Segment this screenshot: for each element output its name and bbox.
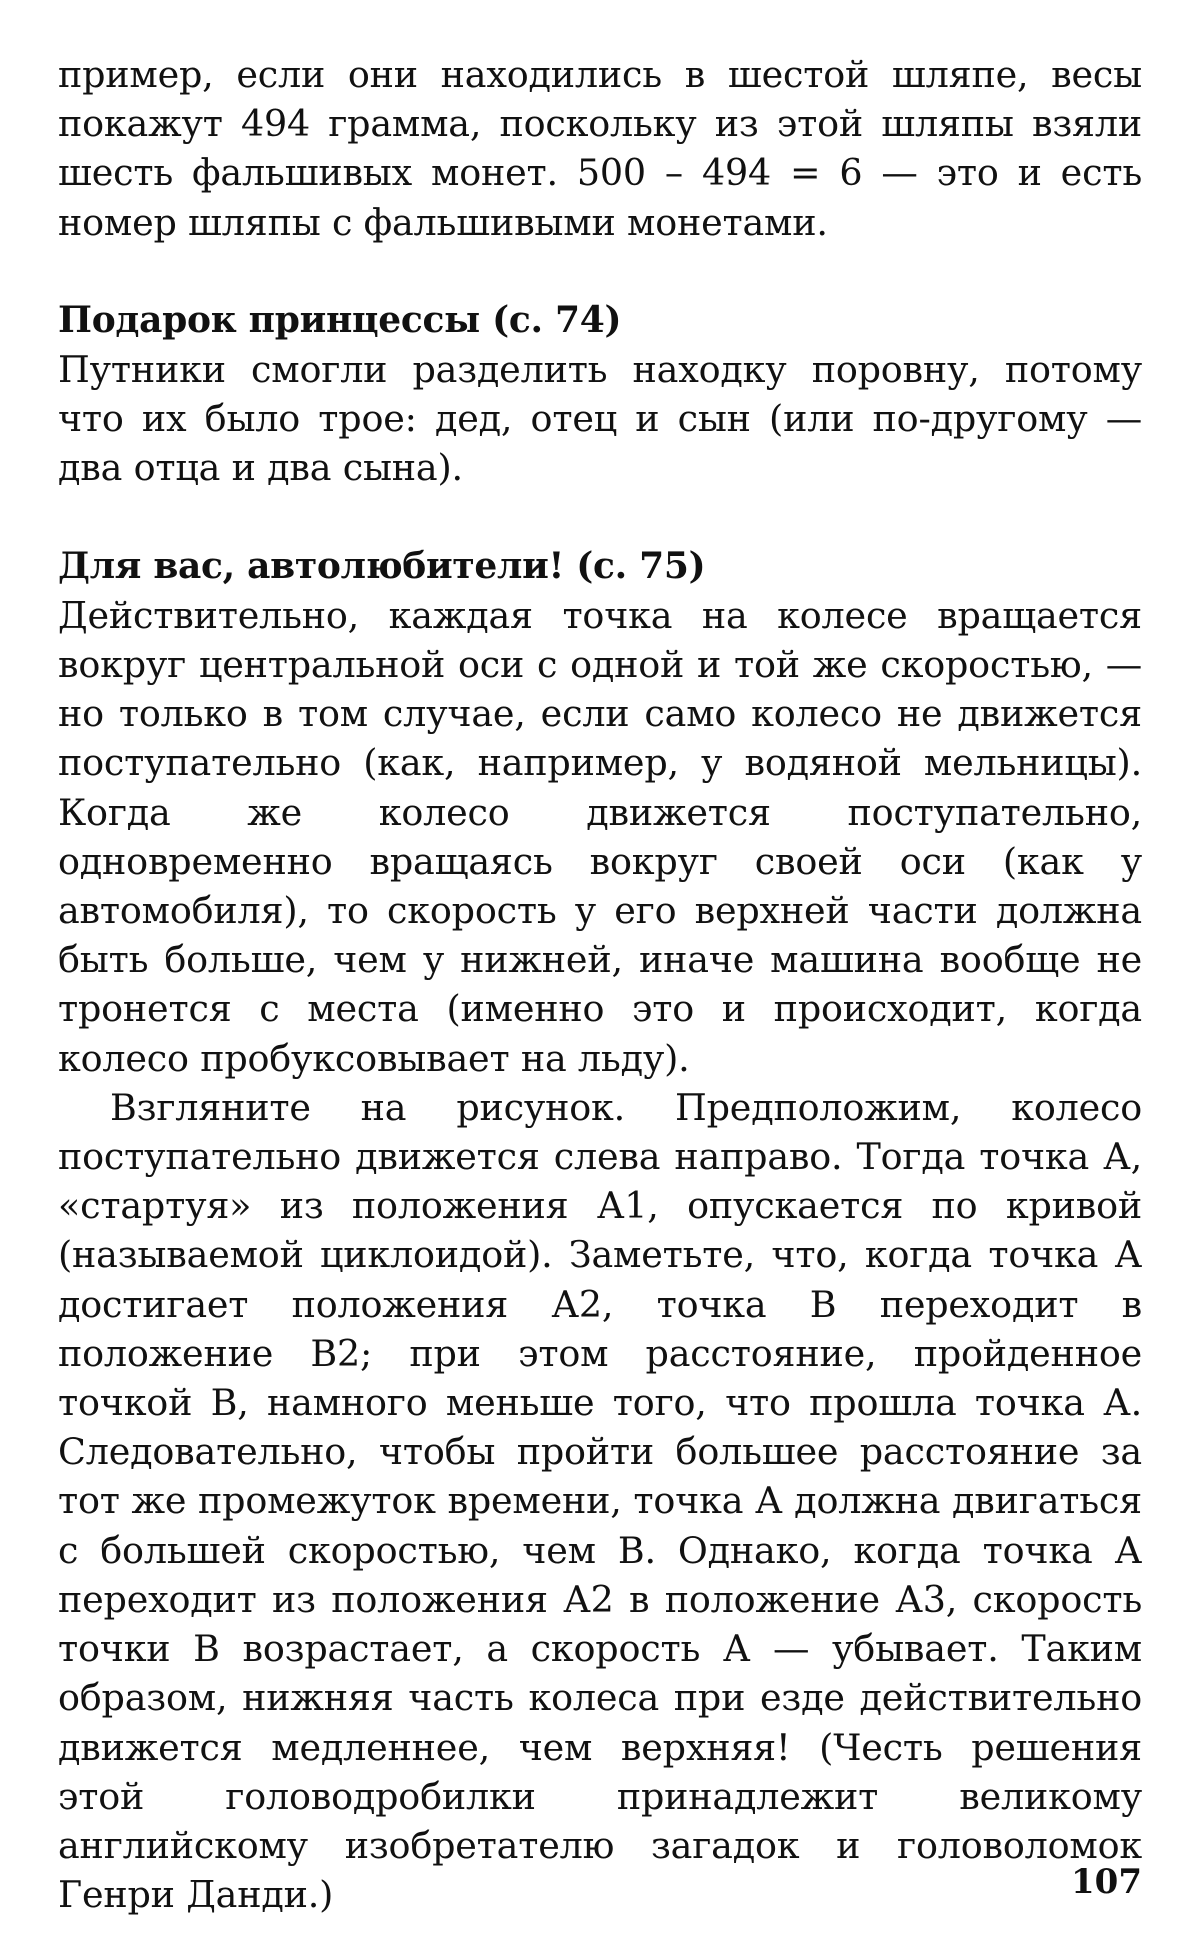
page-number: 107 [1071,1862,1142,1902]
section-heading-princess-gift: Подарок принцессы (с. 74) [58,298,622,341]
motorists-paragraph-1: Действительно, каждая точка на колесе вращается вокруг центральной оси с одной и той же скоростью, — но только в том случае, если само колесо не движется поступательно (как, например, у водяной мельницы). Когда же колесо движется поступательно, одновременно вращаясь вокруг своей оси (как у автомобиля), то скорость у его верхней части должна быть больше, чем у нижней, иначе машина вообще не тронется с места (именно это и происходит, когда колесо пробуксовывает на льду). [58,593,1142,1080]
intro-paragraph: пример, если они находились в шестой шляпе, весы покажут 494 грамма, поскольку из этой шляпы взяли шесть фальшивых монет. 500 – 494 = 6 — это и есть номер шляпы с фальшивыми монетами. [58,53,1142,244]
motorists-paragraph-2: Взгляните на рисунок. Предположим, колесо поступательно движется слева направо. Тогда точка А, «стартуя» из положения А1, опускается по кривой (называемой циклоидой). Заметьте, что, когда точка А достигает положения А2, точка В переходит в положение В2; при этом расстояние, пройденное точкой В, намного меньше того, что прошла точка А. Следовательно, чтобы пройти большее расстояние за тот же промежуток времени, точка А должна двигаться с большей скоростью, чем В. Однако, когда точка А переходит из положения А2 в положение А3, скорость точки В возрастает, а скорость А — убывает. Таким образом, нижняя часть колеса при езде действительно движется медленнее, чем верхняя! (Честь решения этой головодробилки принадлежит великому английскому изобретателю загадок и головоломок Генри Данди.) [58,1085,1142,1917]
section-heading-motorists: Для вас, автолюбители! (с. 75) [58,544,706,587]
section-gap [58,247,1142,296]
section-gap [58,493,1142,542]
page-text [58,50,1142,1919]
princess-gift-paragraph: Путники смогли разделить находку поровну, потому что их было трое: дед, отец и сын (или по-другому — два отца и два сына). [58,348,1142,490]
